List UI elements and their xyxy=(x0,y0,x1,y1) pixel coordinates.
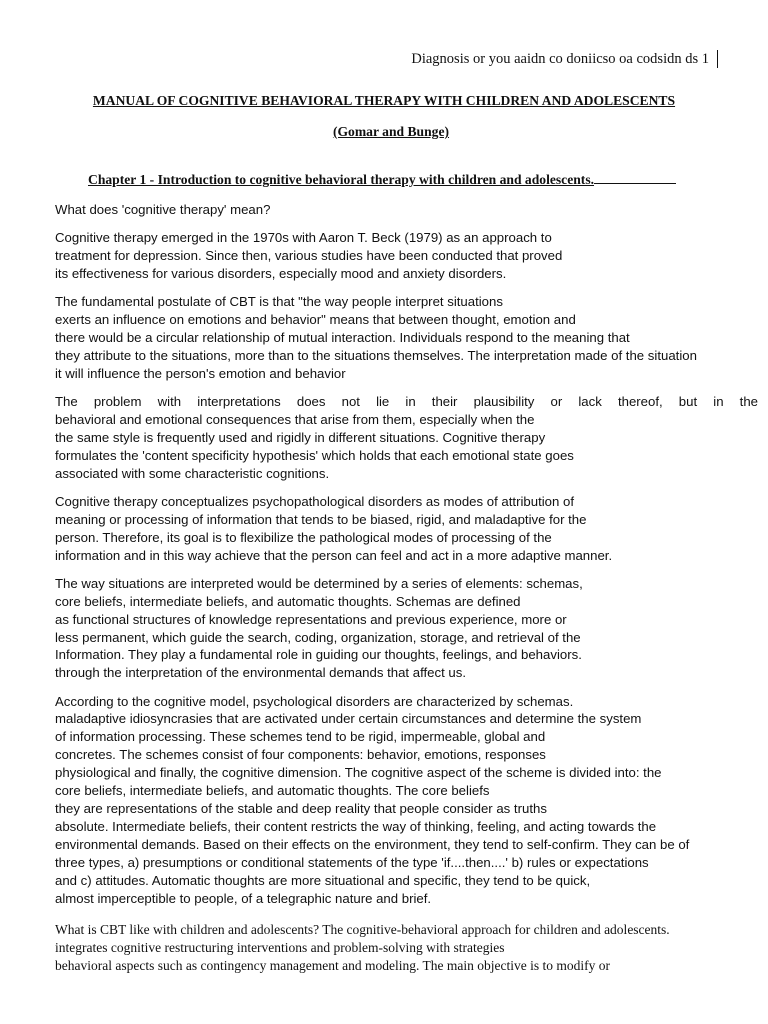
text-line: through the interpretation of the environmental demands that affect us. xyxy=(55,665,467,681)
chapter-heading-rule xyxy=(594,183,676,184)
paragraph-cbt-children xyxy=(55,921,755,976)
text-line: they attribute to the situations, more than to the situations themselves. The interpretation made of the situation xyxy=(55,347,697,363)
document-title: MANUAL OF COGNITIVE BEHAVIORAL THERAPY WITH CHILDREN AND ADOLESCENTS xyxy=(92,93,676,108)
text-line: What is CBT like with children and adolescents? The cognitive-behavioral approach for children and adolescents. xyxy=(55,922,670,937)
text-line: information and in this way achieve that the person can feel and act in a more adaptive manner. xyxy=(55,547,613,563)
text-line: Cognitive therapy conceptualizes psychopathological disorders as modes of attribution of xyxy=(55,493,575,509)
text-line: there would be a circular relationship of mutual interaction. Individuals respond to the meaning that xyxy=(55,330,630,346)
text-line: Information. They play a fundamental role in guiding our thoughts, feelings, and behaviors. xyxy=(55,647,582,663)
text-line: meaning or processing of information that tends to be biased, rigid, and maladaptive for the xyxy=(55,511,587,527)
paragraph-postulate xyxy=(55,293,758,383)
text-line: maladaptive idiosyncrasies that are activated under certain circumstances and determine the system xyxy=(55,711,642,727)
text-line: core beliefs, intermediate beliefs, and automatic thoughts. The core beliefs xyxy=(55,783,490,799)
text-line: formulates the 'content specificity hypothesis' which holds that each emotional state goes xyxy=(55,447,574,463)
text-line: and c) attitudes. Automatic thoughts are more situational and specific, they tend to be quick, xyxy=(55,872,591,888)
text-line: person. Therefore, its goal is to flexibilize the pathological modes of processing of the xyxy=(55,529,552,545)
paragraph-schemas xyxy=(55,575,758,682)
chapter-heading-text: Chapter 1 - Introduction to cognitive behavioral therapy with children and adolescents. xyxy=(88,172,595,187)
text-line: concretes. The schemes consist of four components: behavior, emotions, responses xyxy=(55,747,546,763)
paragraph-interpretations xyxy=(55,393,758,483)
paragraph-cognitive-model xyxy=(55,693,758,908)
paragraph-conceptualization xyxy=(55,493,758,565)
text-line: exerts an influence on emotions and behavior" means that between thought, emotion and xyxy=(55,312,576,328)
running-header: Diagnosis or you aaidn co doniicso oa codsidn ds 1 xyxy=(411,50,718,68)
text-line: The fundamental postulate of CBT is that "the way people interpret situations xyxy=(55,294,503,310)
text-line: it will influence the person's emotion and behavior xyxy=(55,365,346,381)
text-line: of information processing. These schemes tend to be rigid, impermeable, global and xyxy=(55,729,546,745)
text-line: its effectiveness for various disorders, especially mood and anxiety disorders. xyxy=(55,266,507,282)
paragraph-question xyxy=(55,201,758,219)
text-line: According to the cognitive model, psychological disorders are characterized by schemas. xyxy=(55,693,574,709)
text-line: What does 'cognitive therapy' mean? xyxy=(55,202,271,217)
text-line: the same style is frequently used and rigidly in different situations. Cognitive therapy xyxy=(55,429,546,445)
text-line: The way situations are interpreted would be determined by a series of elements: schemas, xyxy=(55,575,583,591)
text-line: behavioral and emotional consequences that arise from them, especially when the xyxy=(55,411,535,427)
text-line: integrates cognitive restructuring interventions and problem-solving with strategies xyxy=(55,940,505,956)
text-line: The problem with interpretations does not lie in their plausibility or lack thereof, but in the xyxy=(55,394,758,410)
text-line: behavioral aspects such as contingency management and modeling. The main objective is to modify or xyxy=(55,958,610,974)
body-text xyxy=(55,201,758,918)
text-line: associated with some characteristic cognitions. xyxy=(55,465,330,481)
text-line: three types, a) presumptions or conditional statements of the type 'if....then....' b) rules or expectations xyxy=(55,854,649,870)
text-line: core beliefs, intermediate beliefs, and automatic thoughts. Schemas are defined xyxy=(55,593,521,609)
text-line: treatment for depression. Since then, various studies have been conducted that proved xyxy=(55,248,563,264)
text-line: they are representations of the stable and deep reality that people consider as truths xyxy=(55,800,547,816)
document-authors: (Gomar and Bunge) xyxy=(332,124,450,139)
text-line: environmental demands. Based on their effects on the environment, they tend to self-confirm. They can be of xyxy=(55,836,690,852)
text-line: Cognitive therapy emerged in the 1970s with Aaron T. Beck (1979) as an approach to xyxy=(55,230,552,246)
text-line: less permanent, which guide the search, coding, organization, storage, and retrieval of the xyxy=(55,629,581,645)
paragraph-origins xyxy=(55,229,758,283)
text-line: almost imperceptible to people, of a telegraphic nature and brief. xyxy=(55,890,432,906)
chapter-heading xyxy=(88,172,676,188)
text-line: absolute. Intermediate beliefs, their content restricts the way of thinking, feeling, and acting towards the xyxy=(55,818,657,834)
text-line: as functional structures of knowledge representations and previous experience, more or xyxy=(55,611,567,627)
text-line: physiological and finally, the cognitive dimension. The cognitive aspect of the scheme is divided into: the xyxy=(55,765,662,781)
